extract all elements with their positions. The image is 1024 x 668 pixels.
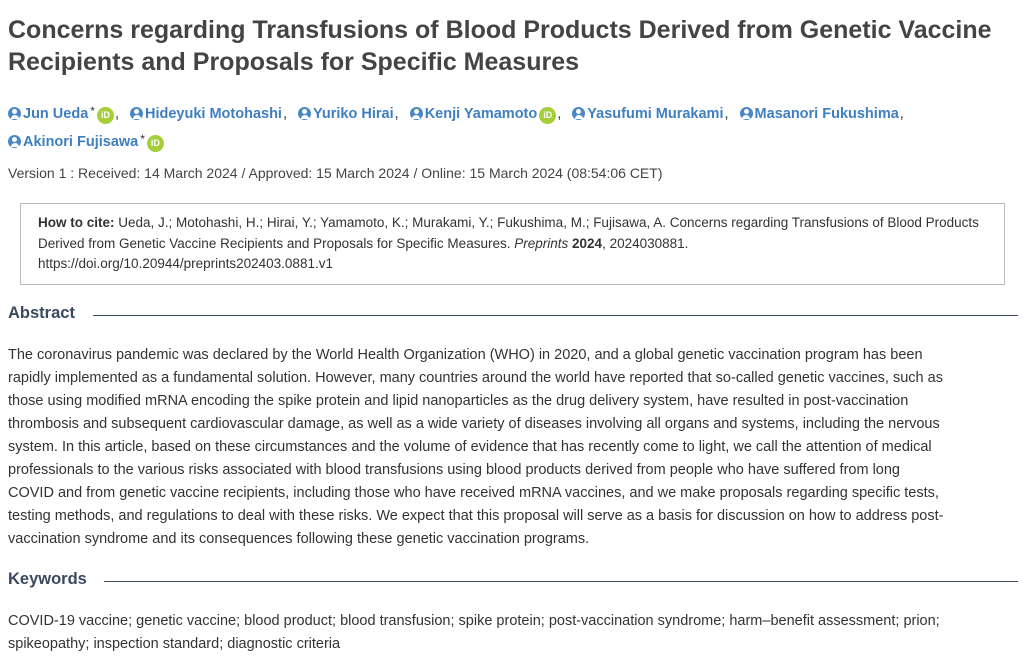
abstract-heading: Abstract	[8, 304, 85, 323]
person-icon	[8, 107, 21, 120]
abstract-heading-row	[8, 304, 1018, 326]
abstract-line: those using modified mRNA encoding the spike protein and lipid nanoparticles as the drug delivery system, have resulted in post-vaccination	[8, 393, 909, 409]
author-separator: ,	[394, 106, 399, 122]
person-icon	[410, 107, 423, 120]
author-item[interactable]	[130, 102, 292, 127]
citation-box	[20, 203, 1005, 285]
abstract-line: vaccination syndrome and its consequences following these genetic vaccination programs.	[8, 531, 590, 547]
person-icon	[298, 107, 311, 120]
author-separator: ,	[899, 106, 904, 122]
abstract-line: rapidly implemented as a fundamental solution. However, many countries around the world have reported that so-called genetic vaccines, such as	[8, 370, 943, 386]
cite-label: How to cite:	[38, 215, 115, 230]
keywords-rule	[104, 581, 1018, 582]
abstract-line: The coronavirus pandemic was declared by the World Health Organization (WHO) in 2020, and a global genetic vaccination program has been	[8, 347, 923, 363]
author-name[interactable]: Yuriko Hirai	[313, 106, 394, 122]
author-name[interactable]: Masanori Fukushima	[754, 106, 899, 122]
author-separator: ,	[557, 106, 562, 122]
author-separator: ,	[282, 106, 287, 122]
version-dates: Version 1 : Received: 14 March 2024 / Approved: 15 March 2024 / Online: 15 March 2024 (08:54:06 CET)	[8, 165, 663, 181]
author-name[interactable]: Yasufumi Murakami	[587, 106, 724, 122]
abstract-line: system. In this article, based on these circumstances and the volume of evidence that has recently come to light, we call the attention of medical	[8, 439, 932, 455]
author-separator: ,	[114, 106, 119, 122]
abstract-rule	[93, 315, 1018, 316]
corresponding-author-star: *	[140, 132, 145, 146]
keywords-text: COVID-19 vaccine; genetic vaccine; blood product; blood transfusion; spike protein; post-vaccination syndrome; harm–benefit assessment; prion; spikeopathy; inspection standard; diagnostic criteria	[8, 613, 940, 652]
author-name[interactable]: Akinori Fujisawa	[23, 134, 139, 150]
abstract-line: thrombosis and subsequent cardiovascular damage, as well as a wide variety of diseases involving all organs and systems, including the nervous	[8, 416, 940, 432]
person-icon	[8, 135, 21, 148]
author-item[interactable]	[410, 102, 567, 127]
author-name[interactable]: Jun Ueda	[23, 106, 89, 122]
author-list	[8, 99, 1018, 155]
cite-text-before: Ueda, J.; Motohashi, H.; Hirai, Y.; Yamamoto, K.; Murakami, Y.; Fukushima, M.; Fujisawa, A. Concerns regarding Transfusions of Blood Products Derived from Genetic Vaccine Recipients and Proposals for Specific Measures.	[38, 215, 979, 251]
author-item[interactable]	[8, 99, 124, 127]
orcid-icon[interactable]: iD	[539, 107, 556, 124]
author-item[interactable]	[572, 102, 733, 127]
author-name[interactable]: Hideyuki Motohashi	[145, 106, 282, 122]
orcid-icon[interactable]: iD	[147, 135, 164, 152]
corresponding-author-star: *	[90, 104, 95, 118]
keywords-heading-row	[8, 570, 1018, 592]
cite-year: 2024	[572, 235, 603, 251]
abstract-line: COVID and from genetic vaccine recipients, including those who have received mRNA vaccines, and we make proposals regarding specific tests,	[8, 485, 939, 501]
orcid-icon[interactable]: iD	[97, 107, 114, 124]
author-item[interactable]	[298, 102, 404, 127]
abstract-body	[8, 344, 1018, 551]
article-title: Concerns regarding Transfusions of Blood Products Derived from Genetic Vaccine Recipients and Proposals for Specific Measures	[8, 16, 992, 76]
author-name[interactable]: Kenji Yamamoto	[424, 106, 538, 122]
author-separator: ,	[724, 106, 729, 122]
person-icon	[130, 107, 143, 120]
cite-text-after[interactable]: , 2024030881. https://doi.org/10.20944/preprints202403.0881.v1	[38, 235, 689, 271]
person-icon	[572, 107, 585, 120]
author-item[interactable]	[740, 102, 909, 127]
abstract-line: professionals to the various risks associated with blood transfusions using blood products derived from people who have suffered from long	[8, 462, 900, 478]
cite-journal: Preprints	[514, 235, 569, 251]
person-icon	[740, 107, 753, 120]
keywords-heading: Keywords	[8, 570, 97, 589]
abstract-line: testing methods, and regulations to deal with these risks. We expect that this proposal will serve as a basis for discussion on how to address post-	[8, 508, 944, 524]
author-item[interactable]	[8, 127, 164, 155]
